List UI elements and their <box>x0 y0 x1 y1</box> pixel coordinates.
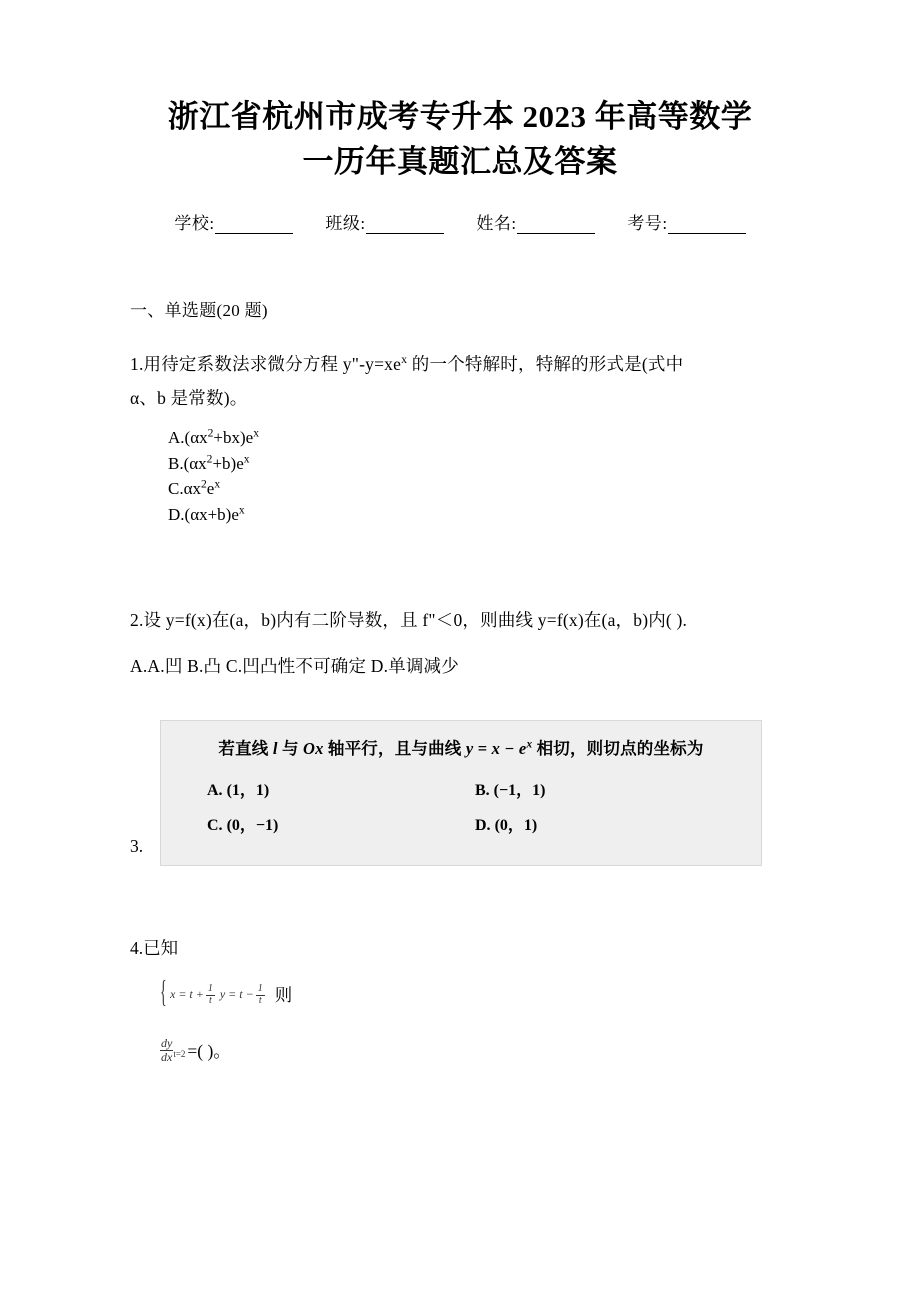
opt-a-sup1: 2 <box>207 426 214 440</box>
info-blank-name[interactable] <box>517 219 595 234</box>
system-then-label: 则 <box>274 985 293 1006</box>
question-2 <box>130 603 780 637</box>
question-1-option-c[interactable] <box>168 476 780 502</box>
q3-opt-b-label: B. <box>475 782 490 800</box>
page-title <box>0 0 920 185</box>
question-1-option-d[interactable] <box>168 502 780 528</box>
info-field-school <box>174 209 292 234</box>
opt-b-mid: +b)e <box>212 453 244 473</box>
question-3-option-a[interactable] <box>207 777 475 800</box>
q3-opt-a-label: A. <box>207 782 223 800</box>
q3-stem-suffix: 相切，则切点的坐标为 <box>532 739 704 759</box>
system-row-y <box>219 983 267 1006</box>
question-3-stem <box>179 735 743 759</box>
q3-stem-curve: y = x − e <box>465 739 527 759</box>
system-row-x <box>170 983 217 1006</box>
opt-d-prefix: D.(αx+b)e <box>168 504 239 524</box>
question-4-system-image <box>160 982 780 1007</box>
question-1-options <box>168 425 780 527</box>
question-2-options[interactable] <box>130 653 780 678</box>
document-body <box>0 296 920 1065</box>
opt-c-sup1: 2 <box>201 477 207 491</box>
system-row-y-lhs: y = t − <box>219 987 254 1002</box>
question-1-stem-part1: 1. <box>130 353 144 374</box>
page-title-line1: 浙江省杭州市成考专升本 2023 年高等数学 <box>167 99 753 134</box>
question-3-option-d[interactable] <box>475 812 743 835</box>
opt-c-prefix: C.αx <box>168 479 201 499</box>
info-label-school: 学校: <box>174 213 215 233</box>
question-1-option-b[interactable] <box>168 451 780 477</box>
question-2-options-line: A.A.凹 B.凸 C.凹凸性不可确定 D.单调减少 <box>130 656 459 677</box>
opt-a-mid: +bx)e <box>213 428 254 448</box>
section-heading: 一、单选题(20 题) <box>130 300 268 320</box>
system-row-y-num: 1 <box>257 983 263 995</box>
info-field-class <box>325 209 443 234</box>
info-blank-class[interactable] <box>366 219 444 234</box>
student-info-line <box>0 209 920 234</box>
info-label-name: 姓名: <box>476 213 517 233</box>
q3-opt-c-value: (0，−1) <box>226 817 279 835</box>
question-3-number: 3. <box>130 836 144 857</box>
q3-stem-prefix: 若直线 <box>218 739 273 759</box>
q3-opt-d-value: (0，1) <box>494 817 538 835</box>
q3-opt-a-value: (1，1) <box>226 782 270 800</box>
question-4-derivative-image <box>160 1037 780 1064</box>
system-row-y-fraction <box>256 984 265 1006</box>
opt-a-sup2: x <box>253 426 259 440</box>
derivative-num: dy <box>161 1036 173 1051</box>
opt-b-prefix: B.(αx <box>168 453 207 473</box>
info-field-examno <box>627 209 745 234</box>
system-row-x-num: 1 <box>207 983 213 995</box>
question-1-stem-sup: x <box>401 352 408 367</box>
info-field-name <box>476 209 594 234</box>
q3-opt-b-value: (−1，1) <box>493 782 546 800</box>
q3-stem-ox: Ox <box>303 739 324 759</box>
system-row-x-lhs: x = t + <box>170 987 204 1002</box>
opt-b-sup2: x <box>243 451 250 465</box>
q3-stem-curve-sup: x <box>526 738 533 751</box>
system-row-x-den: t <box>208 994 212 1006</box>
opt-a-prefix: A.(αx <box>168 428 208 448</box>
opt-c-mid: e <box>206 479 215 499</box>
question-4 <box>130 935 780 960</box>
question-1-option-a[interactable] <box>168 425 780 451</box>
q3-opt-d-label: D. <box>475 817 491 835</box>
derivative-den: dx <box>161 1050 173 1065</box>
derivative-fraction <box>160 1037 173 1064</box>
question-3-option-b[interactable] <box>475 777 743 800</box>
q3-stem-l: l <box>272 739 278 759</box>
q3-stem-mid: 与 <box>277 739 303 759</box>
question-3-option-c[interactable] <box>207 812 475 835</box>
q3-stem-mid2: 轴平行，且与曲线 <box>323 739 466 759</box>
system-row-x-fraction <box>206 984 215 1006</box>
derivative-tail: =( )。 <box>187 1041 231 1062</box>
opt-b-sup1: 2 <box>206 451 213 465</box>
question-2-stem: 2.设 y=f(x)在(a，b)内有二阶导数，且 f"＜0，则曲线 y=f(x)在(a，b)内( ). <box>130 610 688 631</box>
question-1-stem-line2: α、b 是常数)。 <box>130 388 248 408</box>
question-1 <box>130 347 780 415</box>
question-1-stem-part2: 的一个特解时，特解的形式是(式中 <box>407 353 684 374</box>
system-row-y-den: t <box>258 994 262 1006</box>
info-blank-examno[interactable] <box>668 219 746 234</box>
info-label-class: 班级: <box>325 213 366 233</box>
derivative-subscript: t=2 <box>173 1049 186 1060</box>
page-title-line2: 一历年真题汇总及答案 <box>302 143 618 179</box>
opt-d-sup2: x <box>238 502 245 516</box>
info-blank-school[interactable] <box>215 219 293 234</box>
parametric-system <box>160 983 267 1006</box>
info-label-examno: 考号: <box>627 213 668 233</box>
question-4-stem: 4.已知 <box>130 938 179 959</box>
question-1-stem-text: 用待定系数法求微分方程 y"-y=xe <box>143 353 402 374</box>
q3-opt-c-label: C. <box>207 817 223 835</box>
opt-c-sup2: x <box>214 477 221 491</box>
